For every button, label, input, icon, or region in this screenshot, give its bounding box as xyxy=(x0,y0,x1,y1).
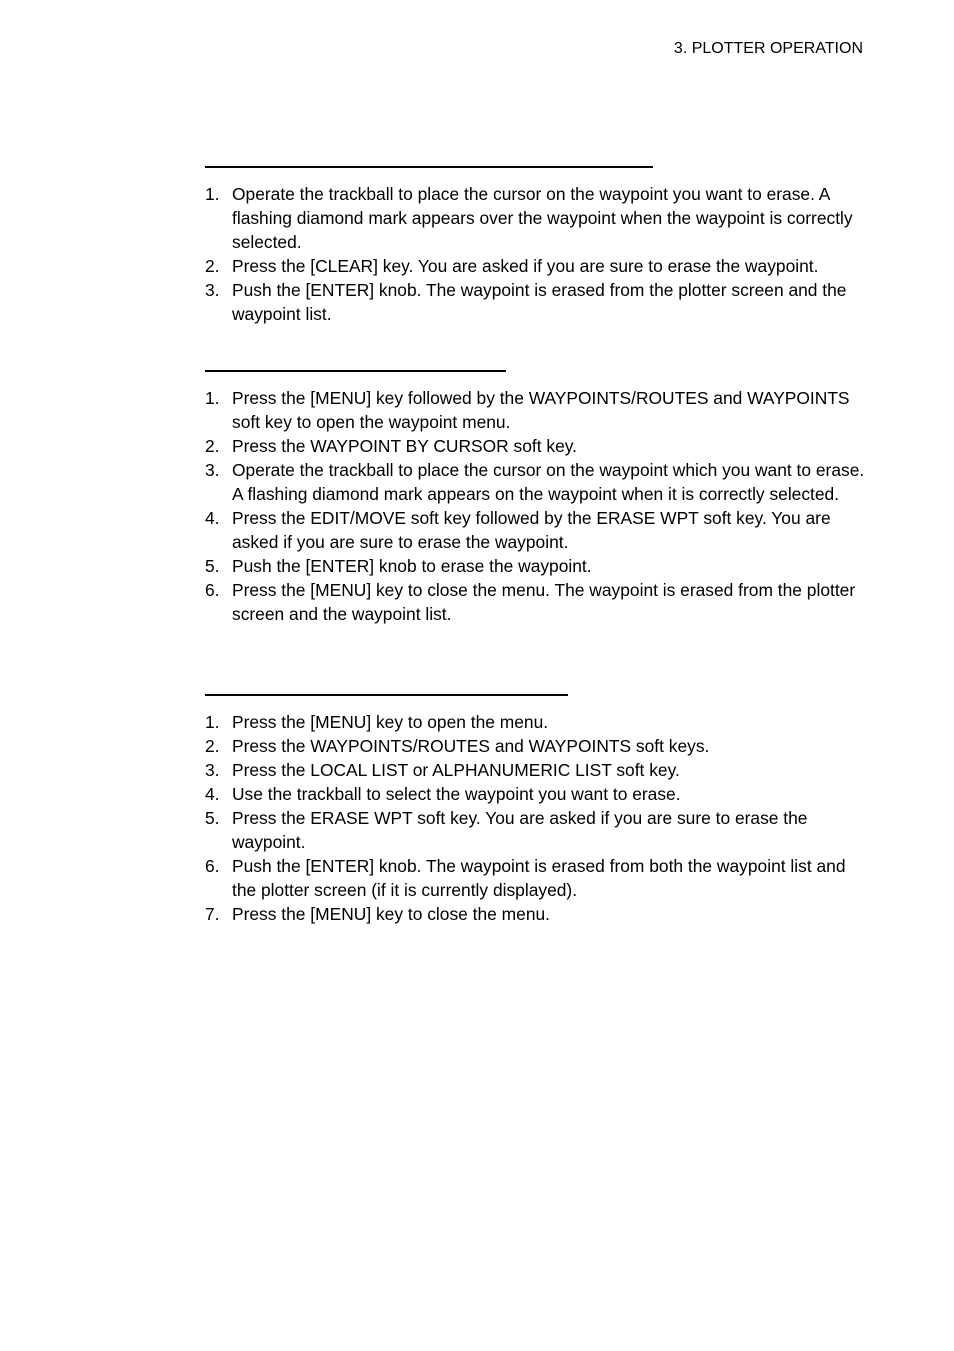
step xyxy=(205,578,865,626)
step xyxy=(205,254,865,278)
running-header: 3. PLOTTER OPERATION xyxy=(673,40,863,57)
step xyxy=(205,734,865,758)
step xyxy=(205,506,865,554)
step xyxy=(205,386,865,434)
step xyxy=(205,458,865,506)
step xyxy=(205,806,865,854)
step-number: 3. xyxy=(205,280,220,300)
step-number: 1. xyxy=(205,712,220,732)
step xyxy=(205,854,865,902)
step-number: 6. xyxy=(205,580,220,600)
section-2-heading-rule xyxy=(205,370,506,372)
step-text: Push the [ENTER] knob to erase the waypoint. xyxy=(232,556,592,576)
step-text: Press the LOCAL LIST or ALPHANUMERIC LIST soft key. xyxy=(232,760,680,780)
step-text: Press the [MENU] key to close the menu. xyxy=(232,904,550,924)
step xyxy=(205,278,865,326)
step-number: 4. xyxy=(205,784,220,804)
step xyxy=(205,710,865,734)
step-text: Press the [MENU] key to open the menu. xyxy=(232,712,549,732)
step-text: Press the WAYPOINTS/ROUTES and WAYPOINTS soft keys. xyxy=(232,736,710,756)
step-text: Push the [ENTER] knob. The waypoint is erased from the plotter screen and the waypoint list. xyxy=(232,280,847,324)
step-number: 3. xyxy=(205,460,220,480)
step-number: 1. xyxy=(205,184,220,204)
step-text: Use the trackball to select the waypoint you want to erase. xyxy=(232,784,681,804)
step-text: Operate the trackball to place the cursor on the waypoint you want to erase. A flashing diamond mark appears over the waypoint when the waypoint is correctly selected. xyxy=(232,184,853,252)
section-3-steps xyxy=(205,710,865,926)
step-text: Press the [MENU] key to close the menu. The waypoint is erased from the plotter screen and the waypoint list. xyxy=(232,580,856,624)
section-1-steps xyxy=(205,182,865,326)
step-text: Operate the trackball to place the cursor on the waypoint which you want to erase. A flashing diamond mark appears on the waypoint when it is correctly selected. xyxy=(232,460,865,504)
step-text: Press the EDIT/MOVE soft key followed by the ERASE WPT soft key. You are asked if you are sure to erase the waypoint. xyxy=(232,508,831,552)
step-text: Press the WAYPOINT BY CURSOR soft key. xyxy=(232,436,577,456)
section-2-steps xyxy=(205,386,865,626)
section-1-heading-rule xyxy=(205,166,653,168)
step-number: 2. xyxy=(205,736,220,756)
step-number: 7. xyxy=(205,904,220,924)
step-number: 6. xyxy=(205,856,220,876)
step-number: 5. xyxy=(205,556,220,576)
step-text: Press the ERASE WPT soft key. You are asked if you are sure to erase the waypoint. xyxy=(232,808,808,852)
step xyxy=(205,182,865,254)
step-text: Press the [MENU] key followed by the WAYPOINTS/ROUTES and WAYPOINTS soft key to open the waypoint menu. xyxy=(232,388,850,432)
step-text: Push the [ENTER] knob. The waypoint is erased from both the waypoint list and the plotter screen (if it is currently displayed). xyxy=(232,856,846,900)
step xyxy=(205,758,865,782)
step xyxy=(205,782,865,806)
step-number: 2. xyxy=(205,436,220,456)
step-number: 3. xyxy=(205,760,220,780)
step-number: 5. xyxy=(205,808,220,828)
step-number: 2. xyxy=(205,256,220,276)
step-text: Press the [CLEAR] key. You are asked if you are sure to erase the waypoint. xyxy=(232,256,819,276)
step xyxy=(205,434,865,458)
step-number: 4. xyxy=(205,508,220,528)
step xyxy=(205,554,865,578)
step-number: 1. xyxy=(205,388,220,408)
step xyxy=(205,902,865,926)
section-3-heading-rule xyxy=(205,694,568,696)
